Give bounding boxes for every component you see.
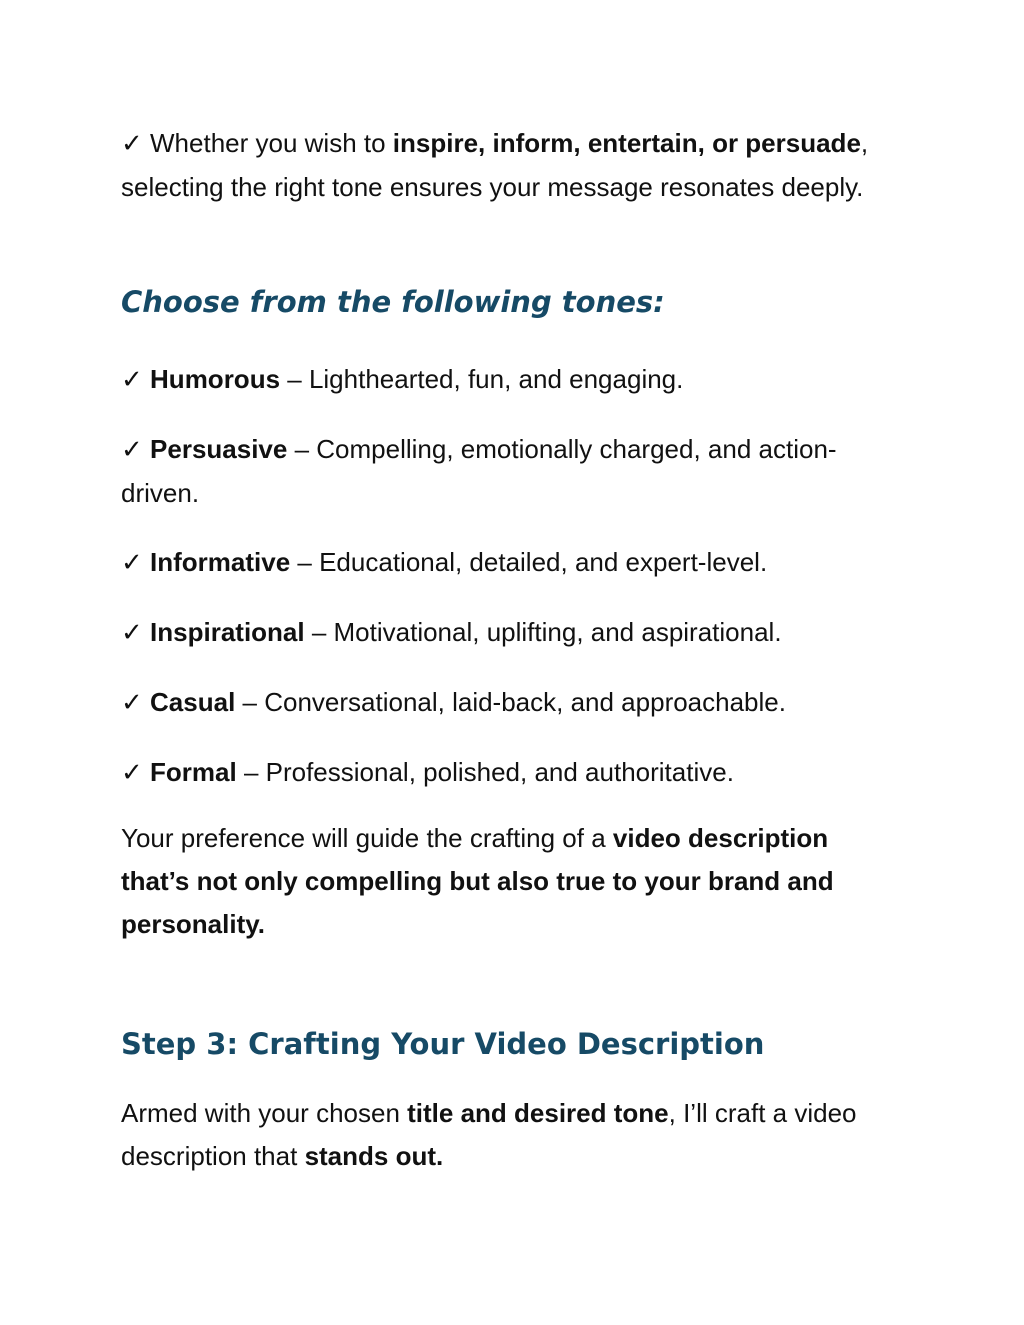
tones-heading: Choose from the following tones: (121, 285, 665, 319)
intro-paragraph (121, 122, 881, 209)
checkmark-icon: ✓ (121, 758, 143, 788)
preference-text: Your preference will guide the crafting of a (121, 823, 613, 853)
step3-bold-b: stands out. (304, 1141, 444, 1171)
tone-item-persuasive (121, 428, 841, 515)
intro-text-a: Whether you wish to (142, 128, 393, 158)
tone-item-inspirational (121, 611, 911, 655)
tone-name: Casual (150, 687, 236, 717)
checkmark-icon: ✓ (121, 435, 143, 465)
tone-desc: – Professional, polished, and authoritative. (236, 757, 734, 787)
intro-bold: inspire, inform, entertain, or persuade (392, 128, 861, 158)
step3-text-a: Armed with your chosen (121, 1098, 408, 1128)
tone-desc: – Lighthearted, fun, and engaging. (280, 364, 684, 394)
checkmark-icon: ✓ (121, 365, 143, 395)
checkmark-icon: ✓ (121, 688, 143, 718)
checkmark-icon: ✓ (121, 548, 143, 578)
tone-name: Formal (150, 757, 237, 787)
preference-bold: video description that’s not only compelling but also true to your brand and personality. (121, 823, 834, 939)
step3-text-b: , I’ll craft a video description that (121, 1098, 857, 1171)
step3-body (121, 1092, 891, 1178)
tone-item-informative (121, 541, 911, 585)
tone-item-casual (121, 681, 911, 725)
tone-name: Humorous (150, 364, 281, 394)
tone-desc: – Educational, detailed, and expert-level. (290, 547, 768, 577)
tone-name: Informative (150, 547, 291, 577)
step3-heading: Step 3: Crafting Your Video Description (121, 1027, 765, 1061)
intro-text-b: , selecting the right tone ensures your message resonates deeply. (121, 128, 869, 202)
tone-desc: – Motivational, uplifting, and aspirational. (304, 617, 782, 647)
checkmark-icon: ✓ (121, 129, 143, 159)
tone-item-formal (121, 751, 911, 795)
tone-name: Inspirational (150, 617, 305, 647)
tone-desc: – Compelling, emotionally charged, and action-driven. (121, 434, 837, 508)
checkmark-icon: ✓ (121, 618, 143, 648)
preference-paragraph (121, 817, 881, 946)
tone-name: Persuasive (150, 434, 288, 464)
tone-desc: – Conversational, laid-back, and approachable. (235, 687, 786, 717)
tone-item-humorous (121, 358, 901, 402)
step3-bold-a: title and desired tone (407, 1098, 669, 1128)
